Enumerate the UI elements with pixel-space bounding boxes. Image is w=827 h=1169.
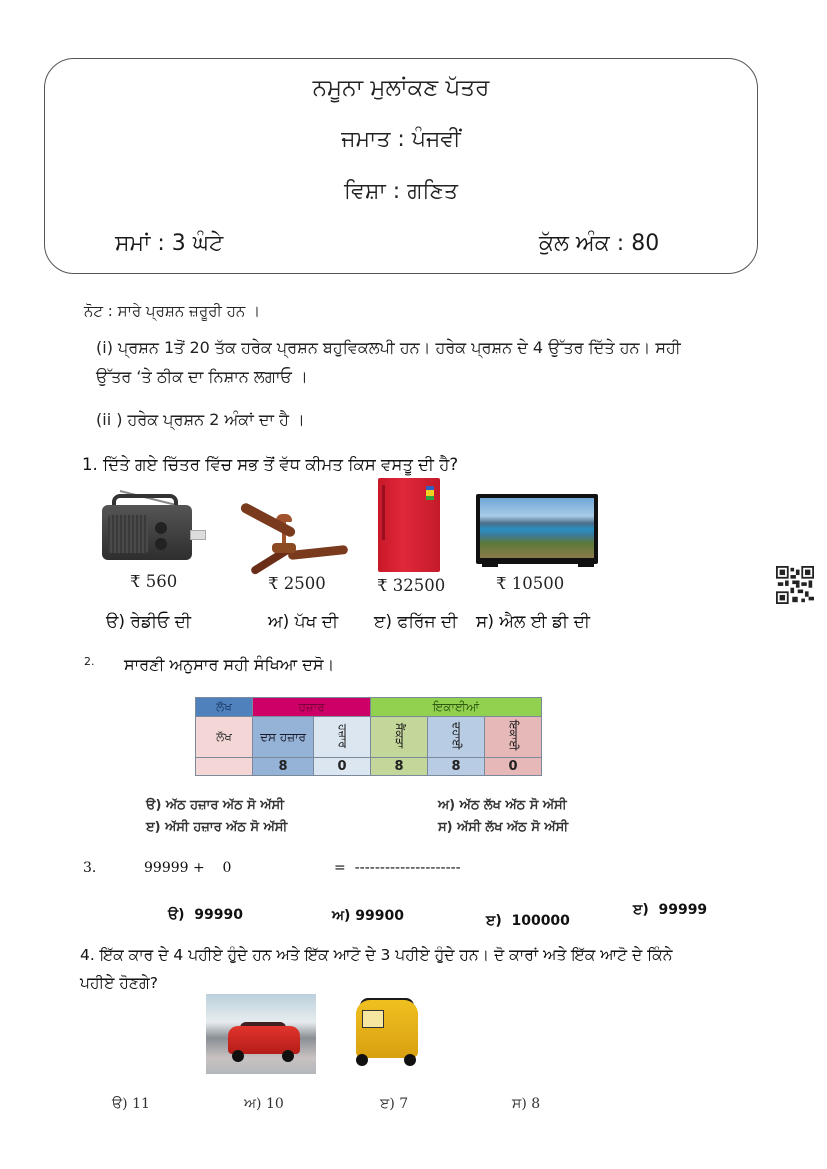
question-2-text: ਸਾਰਣੀ ਅਨੁਸਾਰ ਸਹੀ ਸੰਖਿਆ ਦਸੋ। [124,655,335,674]
question-4-line1: 4. ਇੱਕ ਕਾਰ ਦੇ 4 ਪਹੀਏ ਹੁੰਦੇ ਹਨ ਅਤੇ ਇੱਕ ਆਟੋ ਦੇ 3 ਪਹੀਏ ਹੁੰਦੇ ਹਨ। ਦੋ ਕਾਰਾਂ ਅਤੇ ਇੱਕ ਆਟੋ ਦੇ ਕਿੰਨੇ [80,946,673,964]
val-das-hazaar: 8 [253,758,314,776]
q3-option-b[interactable]: ਅ) 99900 [332,908,405,924]
group-ikaiyan: ਇਕਾਈਆਂ [371,698,542,717]
col-lakh: ਲੱਖ [196,717,253,758]
group-hazaar: ਹਜ਼ਾਰ [253,698,371,717]
group-lakh: ਲੱਖ [196,698,253,717]
q3-option-d[interactable]: ੲ) 99999 [633,902,708,918]
q1-option-b[interactable]: ਅ) ਪੱਖ ਦੀ [268,612,339,632]
place-value-table [195,697,542,776]
q4-option-a[interactable]: ੳ) 11 [112,1096,150,1112]
q1-option-d[interactable]: ਸ) ਐਲ ਈ ਡੀ ਦੀ [476,612,590,632]
val-sainkra: 8 [371,758,428,776]
note-i-line1: (i) ਪ੍ਰਸ਼ਨ 1ਤੋਂ 20 ਤੱਕ ਹਰੇਕ ਪ੍ਰਸ਼ਨ ਬਹੁਵਿਕਲਪੀ ਹਨ। ਹਰੇਕ ਪ੍ਰਸ਼ਨ ਦੇ 4 ਉੱਤਰ ਦਿੱਤੇ ਹਨ। ਸਹੀ [96,338,681,357]
q3-option-a[interactable]: ੳ) 99990 [168,907,244,923]
col-das-hazaar: ਦਸ ਹਜ਼ਾਰ [253,717,314,758]
q2-option-b[interactable]: ਅ) ਅੱਠ ਲੱਖ ਅੱਠ ਸੋ ਅੱਸੀ [438,798,567,813]
note-i-line2: ਉੱਤਰ ‘ਤੇ ਠੀਕ ਦਾ ਨਿਸ਼ਾਨ ਲਗਾਓ । [96,367,308,386]
price-radio: ₹ 560 [130,572,178,591]
q4-option-c[interactable]: ੲ) 7 [380,1096,409,1112]
class-line: ਜਮਾਤ : ਪੰਜਵੀਂ [341,127,461,152]
price-tv: ₹ 10500 [496,574,565,593]
qr-code-icon [776,566,814,604]
marks-line: ਕੁੱਲ ਅੰਕ : 80 [539,231,660,256]
col-sainkra: ਸੈਂਕੜਾ [371,717,428,758]
question-3-number: 3. [83,860,97,876]
q4-option-d[interactable]: ਸ) 8 [512,1096,541,1112]
val-dahai: 8 [428,758,485,776]
col-hazaar: ਹਜ਼ਾਰ [314,717,371,758]
q4-option-b[interactable]: ਅ) 10 [244,1096,284,1112]
question-2-number: 2. [84,655,95,668]
question-4-line2: ਪਹੀਏ ਹੋਣਗੇ? [80,974,159,992]
val-lakh [196,758,253,776]
question-3-expression: 99999 + 0 [144,860,232,876]
col-ikai: ਇਕਾਈ [485,717,542,758]
val-ikai: 0 [485,758,542,776]
q2-option-c[interactable]: ੲ) ਅੱਸੀ ਹਜ਼ਾਰ ਅੱਠ ਸੋ ਅੱਸੀ [146,820,288,835]
question-1-text: 1. ਦਿੱਤੇ ਗਏ ਚਿੱਤਰ ਵਿੱਚ ਸਭ ਤੋਂ ਵੱਧ ਕੀਮਤ ਕਿਸ ਵਸਤੂ ਦੀ ਹੈ? [82,455,459,474]
price-fan: ₹ 2500 [268,574,326,593]
note-ii: (ii ) ਹਰੇਕ ਪ੍ਰਸ਼ਨ 2 ਅੰਕਾਂ ਦਾ ਹੈ । [96,410,305,429]
paper-title: ਨਮੂਨਾ ਮੁਲਾਂਕਣ ਪੱਤਰ [312,75,490,101]
subject-line: ਵਿਸ਼ਾ : ਗਣਿਤ [344,179,458,204]
q2-option-a[interactable]: ੳ) ਅੱਠ ਹਜ਼ਾਰ ਅੱਠ ਸੋ ਅੱਸੀ [146,798,285,813]
col-dahai: ਦਹਾਈ [428,717,485,758]
val-hazaar: 0 [314,758,371,776]
q3-option-c[interactable]: ੲ) 100000 [486,913,570,929]
header-box [44,58,758,274]
time-line: ਸਮਾਂ : 3 ਘੰਟੇ [115,231,224,256]
q1-option-c[interactable]: ੲ) ਫਰਿੱਜ ਦੀ [374,612,458,632]
q1-option-a[interactable]: ੳ) ਰੇਡੀਓ ਦੀ [106,612,192,632]
price-fridge: ₹ 32500 [377,576,446,595]
question-3-blank: = --------------------- [334,860,461,876]
note-main: ਨੋਟ : ਸਾਰੇ ਪ੍ਰਸ਼ਨ ਜ਼ਰੂਰੀ ਹਨ । [84,302,261,320]
q2-option-d[interactable]: ਸ) ਅੱਸੀ ਲੱਖ ਅੱਠ ਸੋ ਅੱਸੀ [438,820,569,835]
